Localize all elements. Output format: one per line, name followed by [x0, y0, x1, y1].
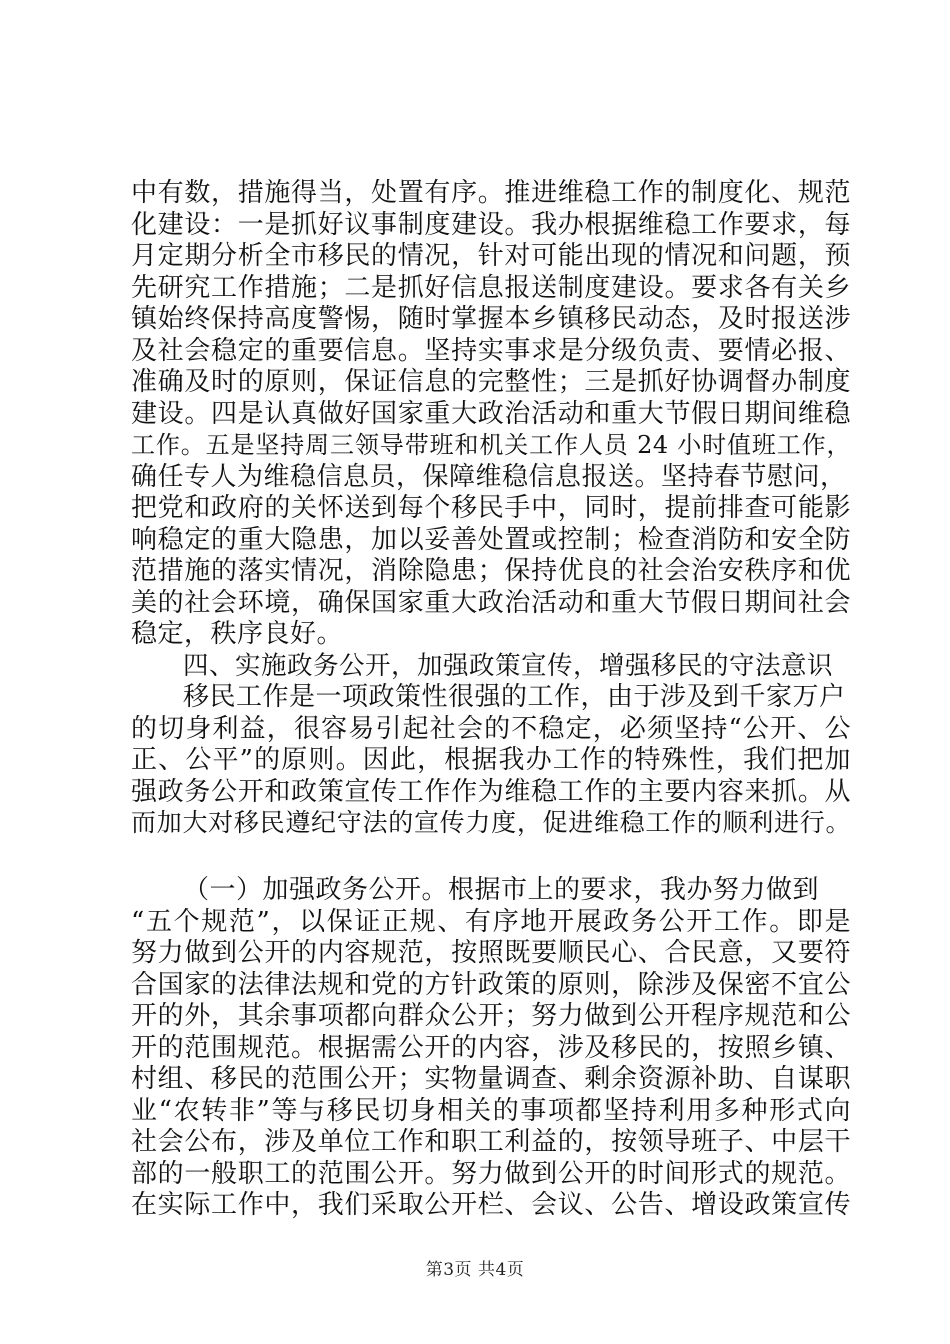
paragraph-line: 准确及时的原则，保证信息的完整性；三是抓好协调督办制度	[131, 367, 851, 397]
page-number-footer: 第3页 共4页	[425, 1260, 525, 1280]
paragraph-line: 而加大对移民遵纪守法的宣传力度，促进维稳工作的顺利进行。	[131, 808, 851, 837]
paragraph-line: 努力做到公开的内容规范，按照既要顺民心、合民意，又要符	[131, 938, 851, 968]
paragraph-line: 的切身利益，很容易引起社会的不稳定，必须坚持“公开、公	[131, 714, 851, 744]
paragraph-line: 社会公布，涉及单位工作和职工利益的，按领导班子、中层干	[131, 1127, 851, 1157]
paragraph-line: （一）加强政务公开。根据市上的要求，我办努力做到	[183, 875, 820, 905]
paragraph-line: 村组、移民的范围公开；实物量调查、剩余资源补助、自谋职	[131, 1064, 851, 1094]
section-heading: 四、实施政务公开，加强政策宣传，增强移民的守法意识	[183, 651, 834, 681]
paragraph-line: 开的外，其余事项都向群众公开；努力做到公开程序规范和公	[131, 1001, 851, 1031]
paragraph-line: 月定期分析全市移民的情况，针对可能出现的情况和问题，预	[131, 241, 851, 271]
paragraph-line: 开的范围规范。根据需公开的内容，涉及移民的，按照乡镇、	[131, 1033, 851, 1063]
paragraph-line: “五个规范”，以保证正规、有序地开展政务公开工作。即是	[131, 907, 851, 937]
paragraph-line: 合国家的法律法规和党的方针政策的原则，除涉及保密不宜公	[131, 970, 851, 1000]
paragraph-line: 建设。四是认真做好国家重大政治活动和重大节假日期间维稳	[131, 399, 851, 429]
paragraph-line: 业“农转非”等与移民切身相关的事项都坚持利用多种形式向	[131, 1096, 851, 1126]
paragraph-line: 工作。五是坚持周三领导带班和机关工作人员 24 小时值班工作，	[131, 431, 851, 459]
paragraph-line: 先研究工作措施；二是抓好信息报送制度建设。要求各有关乡	[131, 273, 851, 303]
paragraph-line: 美的社会环境，确保国家重大政治活动和重大节假日期间社会	[131, 588, 851, 618]
paragraph-line: 在实际工作中，我们采取公开栏、会议、公告、增设政策宣传	[131, 1190, 851, 1220]
paragraph-line: 化建设：一是抓好议事制度建设。我办根据维稳工作要求，每	[131, 210, 851, 240]
paragraph-line: 移民工作是一项政策性很强的工作，由于涉及到千家万户	[183, 682, 846, 712]
paragraph-line: 范措施的落实情况，消除隐患；保持优良的社会治安秩序和优	[131, 556, 851, 586]
paragraph-line: 镇始终保持高度警惕，随时掌握本乡镇移民动态，及时报送涉	[131, 304, 851, 334]
paragraph-line: 正、公平”的原则。因此，根据我办工作的特殊性，我们把加	[131, 745, 851, 775]
paragraph-line: 把党和政府的关怀送到每个移民手中，同时，提前排查可能影	[131, 493, 851, 523]
paragraph-line: 部的一般职工的范围公开。努力做到公开的时间形式的规范。	[131, 1159, 851, 1189]
paragraph-line: 稳定，秩序良好。	[131, 619, 344, 649]
paragraph-line: 及社会稳定的重要信息。坚持实事求是分级负责、要情必报、	[131, 336, 851, 366]
paragraph-line: 中有数，措施得当，处置有序。推进维稳工作的制度化、规范	[131, 178, 851, 208]
paragraph-line: 响稳定的重大隐患，加以妥善处置或控制；检查消防和安全防	[131, 525, 851, 555]
paragraph-line: 强政务公开和政策宣传工作作为维稳工作的主要内容来抓。从	[131, 777, 851, 807]
paragraph-line: 确任专人为维稳信息员，保障维稳信息报送。坚持春节慰问，	[131, 462, 847, 492]
